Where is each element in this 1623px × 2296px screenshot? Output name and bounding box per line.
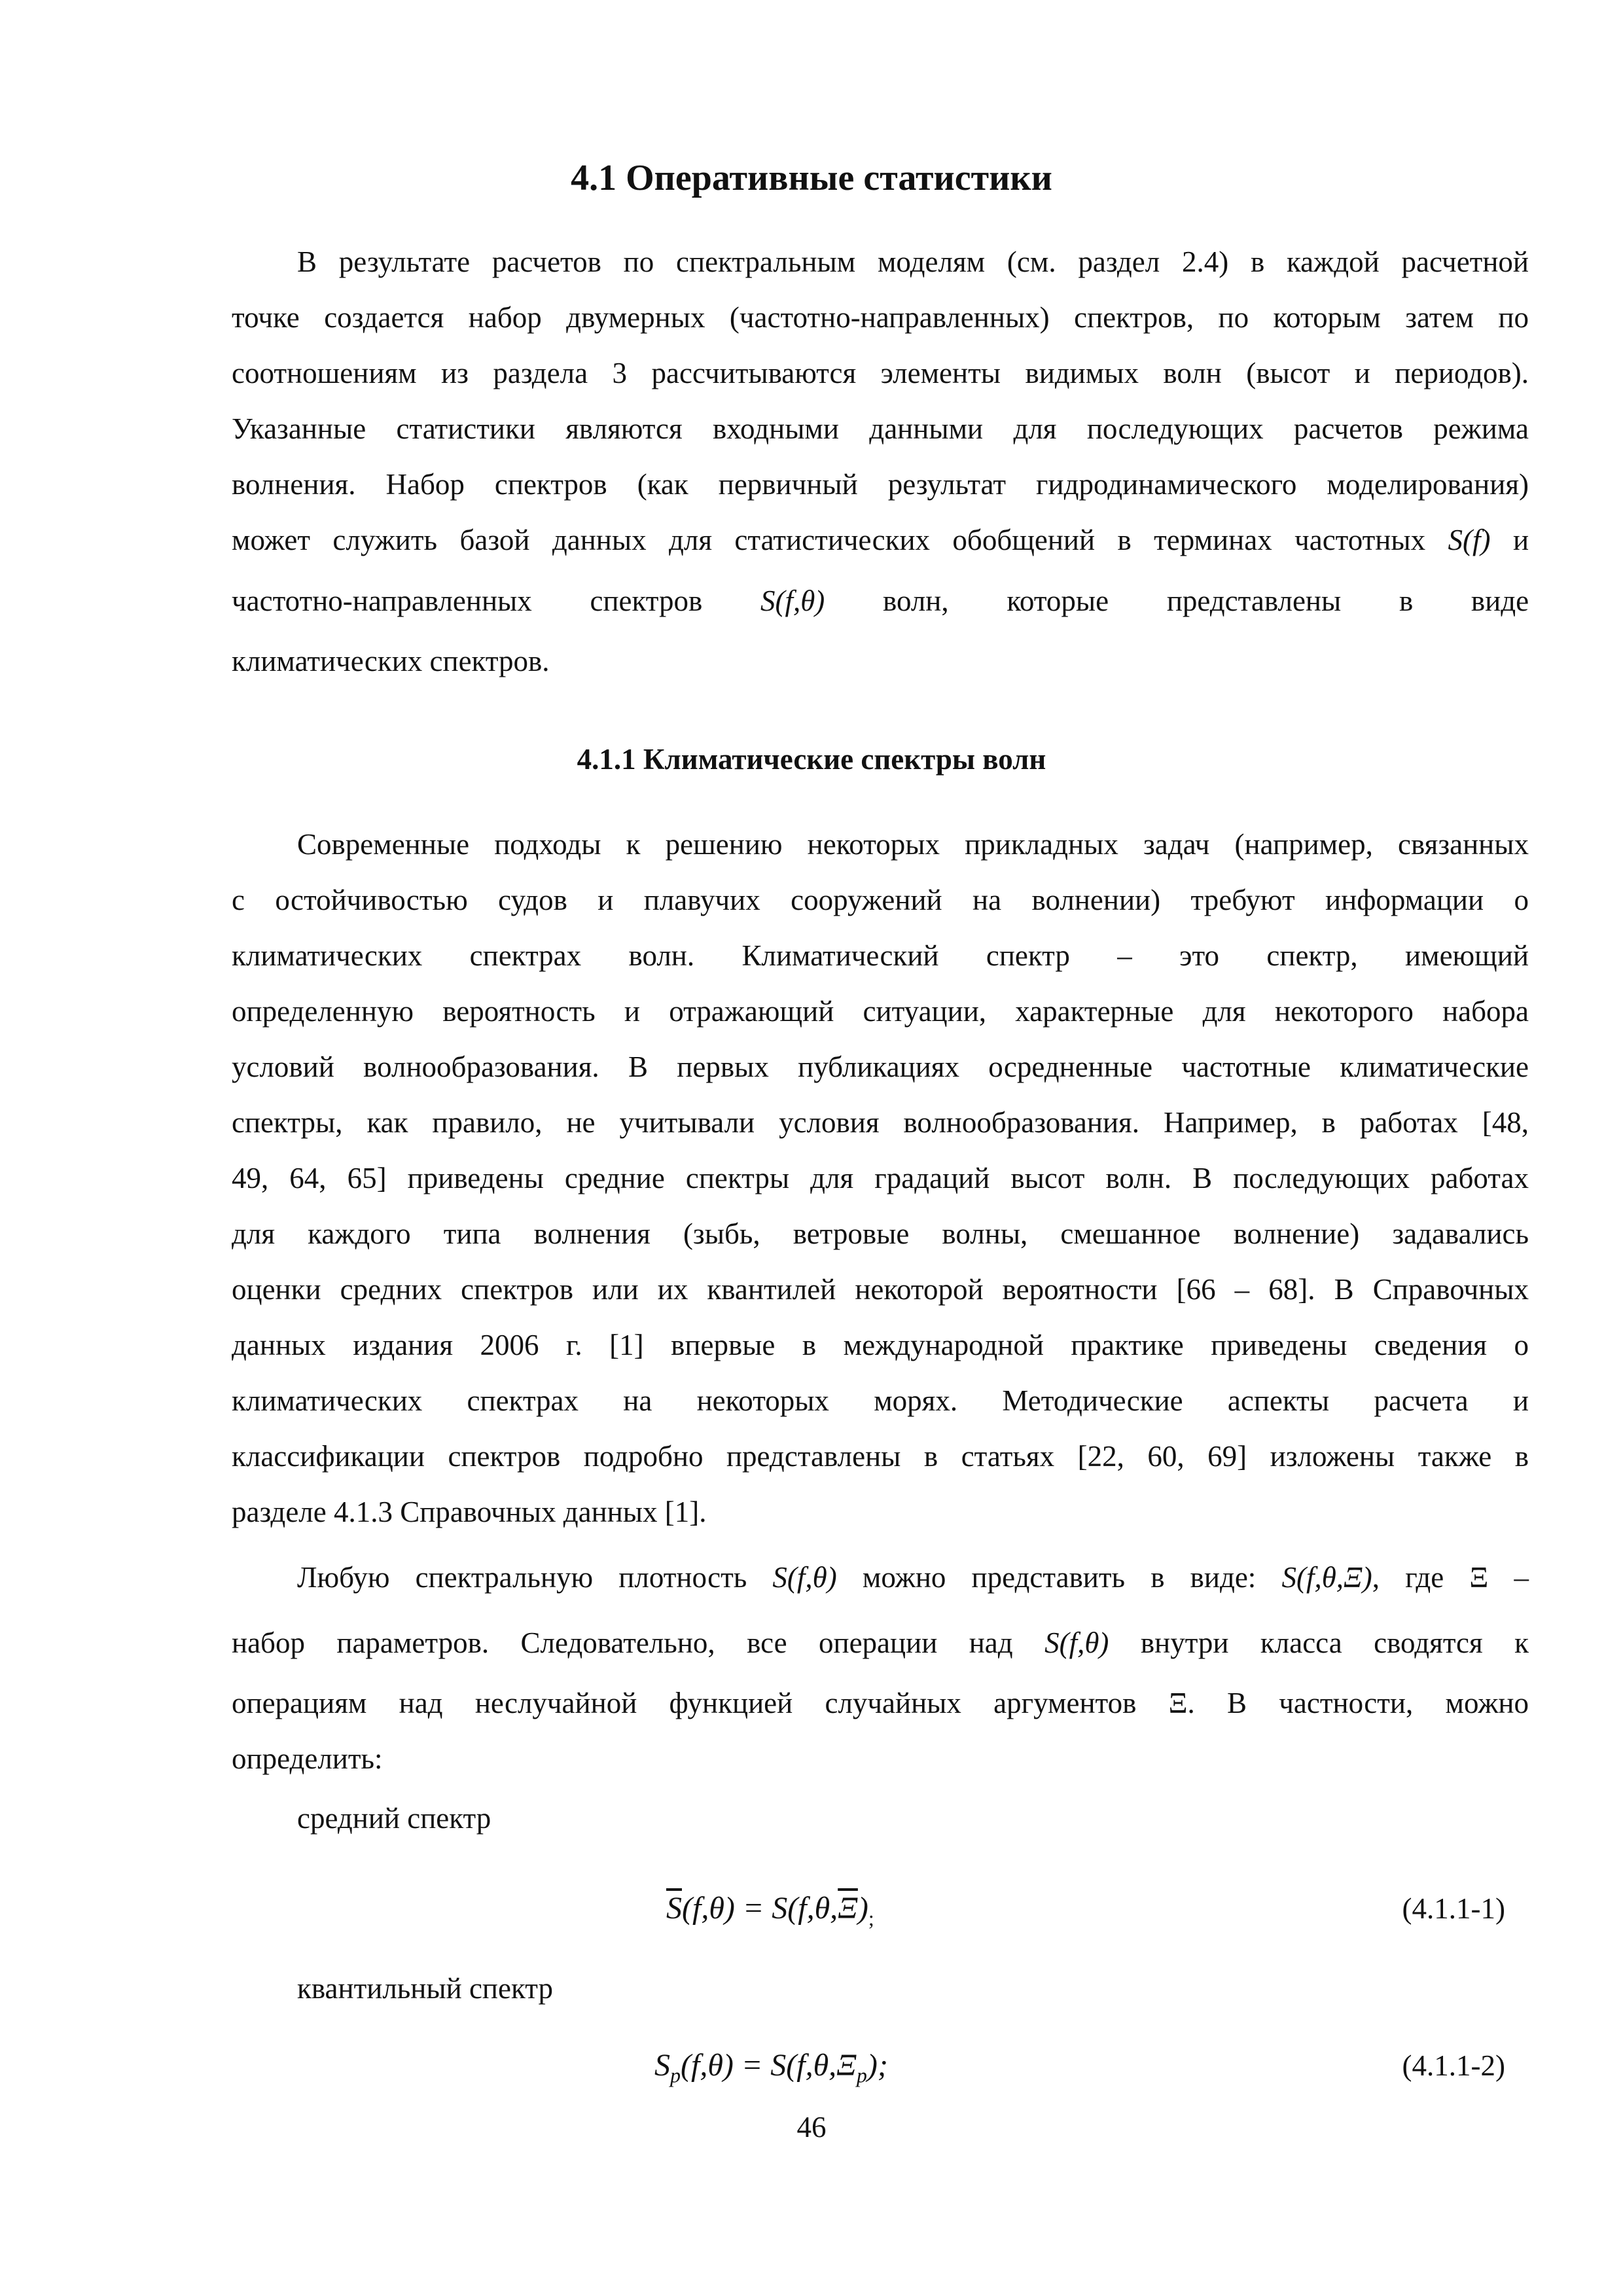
formula-part: (f,θ) = S(f,θ,: [682, 1891, 838, 1926]
text-line: оценки средних спектров или их квантилей некоторой вероятности [66 – 68]. В Справочных: [232, 1273, 1529, 1306]
text-line: точке создается набор двумерных (частотно-направленных) спектров, по которым затем по: [232, 301, 1529, 334]
text-line: определить:: [232, 1742, 383, 1775]
text-line: Современные подходы к решению некоторых прикладных задач (например, связанных: [297, 828, 1529, 861]
text-segment: волн,: [883, 584, 949, 617]
text-segment: которые: [1007, 584, 1109, 617]
text-line: с остойчивостью судов и плавучих сооружений на волнении) требуют информации о: [232, 884, 1529, 916]
text-segment: и: [1512, 524, 1529, 556]
formula-part: ;: [868, 1906, 874, 1930]
quantile-spectrum-label: квантильный спектр: [297, 1972, 553, 2005]
text-line: разделе 4.1.3 Справочных данных [1].: [232, 1496, 707, 1528]
paragraph-climatic-spectra: [232, 817, 1529, 1540]
text-segment: можно представить в виде:: [862, 1561, 1257, 1594]
formula-inline: S(f,θ): [760, 584, 825, 617]
text-segment: спектров: [590, 584, 703, 617]
formula-symbol: $\overline{S}$: [666, 1891, 682, 1926]
text-segment: частотно-направленных: [232, 584, 532, 617]
formula-inline: S(f,θ,Ξ): [1281, 1561, 1372, 1594]
equation-quantile-spectrum: [654, 2045, 888, 2096]
text-segment: в: [1399, 584, 1414, 617]
text-line: климатических спектрах волн. Климатический спектр – это спектр, имеющий: [232, 939, 1529, 972]
formula-inline: S(f,θ): [1044, 1626, 1109, 1659]
equation-number: (4.1.1-2): [1402, 2049, 1505, 2082]
text-line: [232, 512, 1529, 568]
formula-part: (f,θ) = S(f,θ,Ξ: [681, 2048, 857, 2083]
text-line: условий волнообразования. В первых публикациях осредненные частотные климатические: [232, 1050, 1529, 1083]
section-title: 4.1 Оперативные статистики: [571, 158, 1052, 198]
text-segment: Любую спектральную плотность: [297, 1561, 747, 1594]
equation-number: (4.1.1-1): [1402, 1892, 1505, 1925]
text-line: соотношениям из раздела 3 рассчитываются элементы видимых волн (высот и периодов).: [232, 357, 1529, 389]
text-segment: внутри класса сводятся к: [1140, 1626, 1529, 1659]
formula-inline: S(f,θ): [772, 1561, 837, 1594]
formula-inline: S(f): [1448, 524, 1491, 556]
formula-subscript: p: [856, 2063, 867, 2087]
equation-mean-spectrum: [666, 1888, 874, 1939]
text-line: данных издания 2006 г. [1] впервые в международной практике приведены сведения о: [232, 1329, 1529, 1361]
text-line: климатических спектрах на некоторых морях. Методические аспекты расчета и: [232, 1384, 1529, 1417]
paragraph-spectral-density: [232, 1545, 1529, 1787]
text-line: волнения. Набор спектров (как первичный результат гидродинамического моделирования): [232, 468, 1529, 501]
formula-symbol: S: [654, 2048, 670, 2083]
subsection-title: 4.1.1 Климатические спектры волн: [577, 743, 1046, 776]
formula-symbol: $\overline{\Xi}$: [838, 1891, 858, 1926]
text-line: для каждого типа волнения (зыбь, ветровые волны, смешанное волнение) задавались: [232, 1217, 1529, 1250]
text-line: операциям над неслучайной функцией случайных аргументов Ξ. В частности, можно: [232, 1687, 1529, 1719]
text-line: Указанные статистики являются входными данными для последующих расчетов режима: [232, 412, 1529, 445]
paragraph-intro: [232, 234, 1529, 689]
text-line: 49, 64, 65] приведены средние спектры для градаций высот волн. В последующих работах: [232, 1162, 1529, 1194]
mean-spectrum-label: средний спектр: [297, 1802, 491, 1835]
text-line: [232, 1545, 1529, 1610]
text-segment: виде: [1471, 584, 1529, 617]
formula-part: );: [866, 2048, 888, 2083]
text-line: [232, 568, 1529, 634]
formula-part: ): [857, 1891, 868, 1926]
text-line: В результате расчетов по спектральным моделям (см. раздел 2.4) в каждой расчетной: [297, 245, 1529, 278]
text-line: спектры, как правило, не учитывали условия волнообразования. Например, в работах [48,: [232, 1106, 1529, 1139]
text-segment: набор параметров. Следовательно, все операции над: [232, 1626, 1013, 1659]
text-line: климатических спектров.: [232, 645, 550, 677]
formula-subscript: p: [670, 2063, 681, 2087]
text-line: определенную вероятность и отражающий ситуации, характерные для некоторого набора: [232, 995, 1529, 1028]
text-segment: может служить базой данных для статистических обобщений в терминах частотных: [232, 524, 1426, 556]
text-line: классификации спектров подробно представлены в статьях [22, 60, 69] изложены также в: [232, 1440, 1529, 1473]
page-number: 46: [796, 2111, 827, 2144]
text-segment: представлены: [1166, 584, 1342, 617]
text-line: [232, 1610, 1529, 1676]
text-segment: , где Ξ –: [1372, 1561, 1529, 1594]
